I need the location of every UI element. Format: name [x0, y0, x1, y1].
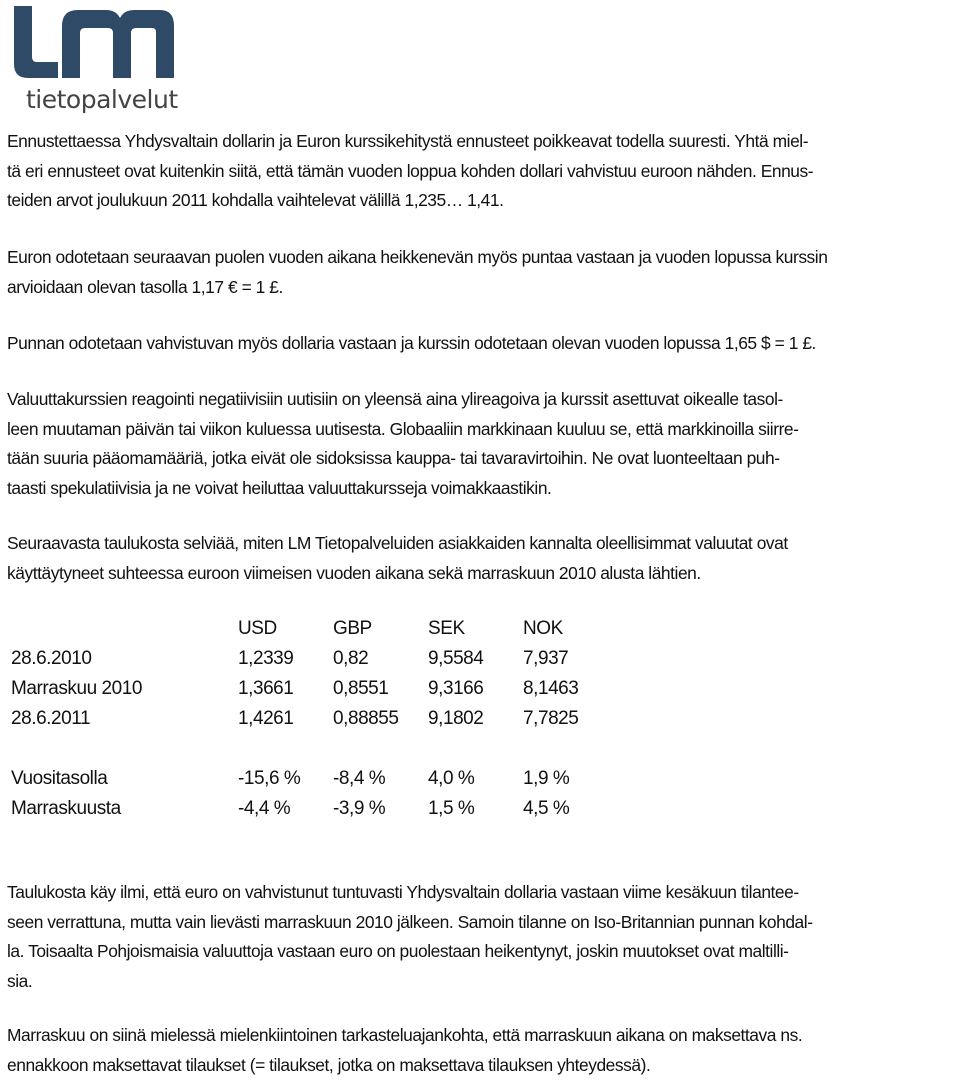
table-cell: 0,8551 — [333, 674, 388, 704]
paragraph-line: ennakkoon maksettavat tilaukset (= tilaukset, jotka on maksettava tilauksen yhteydessä). — [7, 1051, 953, 1080]
table-cell: -4,4 % — [238, 794, 290, 824]
table-cell: -8,4 % — [333, 764, 385, 794]
table-cell: USD — [238, 614, 277, 644]
row-label: 28.6.2010 — [11, 644, 91, 674]
paragraph-3 — [7, 329, 953, 359]
paragraph-line: tään suuria pääomamääriä, jotka eivät ole sidoksissa kauppa- tai tavaravirtoihin. Ne ovat luonteeltaan puh- — [7, 444, 953, 474]
paragraph-line: taasti spekulatiivisia ja ne voivat heiluttaa valuuttakursseja voimakkaastikin. — [7, 474, 953, 504]
table-cell: 0,88855 — [333, 704, 399, 734]
paragraph-line: arvioidaan olevan tasolla 1,17 € = 1 £. — [7, 273, 953, 303]
table-cell: -3,9 % — [333, 794, 385, 824]
paragraph-2 — [7, 243, 953, 302]
paragraph-line: sia. — [7, 967, 953, 997]
paragraph-line: Euron odotetaan seuraavan puolen vuoden aikana heikkenevän myös puntaa vastaan ja vuoden lopussa kurssin — [7, 243, 953, 273]
row-label: 28.6.2011 — [11, 704, 90, 734]
table-cell: 1,4261 — [238, 704, 293, 734]
paragraph-5 — [7, 529, 953, 588]
paragraph-line: Seuraavasta taulukosta selviää, miten LM Tietopalveluiden asiakkaiden kannalta oleellisimmat valuutat ovat — [7, 529, 953, 559]
paragraph-1 — [7, 127, 953, 216]
paragraph-line: Punnan odotetaan vahvistuvan myös dollaria vastaan ja kurssin odotetaan olevan vuoden lopussa 1,65 $ = 1 £. — [7, 329, 953, 359]
table-cell: 9,1802 — [428, 704, 483, 734]
table-cell: GBP — [333, 614, 372, 644]
table-cell: 8,1463 — [523, 674, 578, 704]
row-label: Marraskuusta — [11, 794, 121, 824]
table-cell: 9,5584 — [428, 644, 483, 674]
paragraph-4 — [7, 385, 953, 503]
table-cell: 1,3661 — [238, 674, 293, 704]
table-cell: 0,82 — [333, 644, 368, 674]
paragraph-line: seen verrattuna, mutta vain lievästi marraskuun 2010 jälkeen. Samoin tilanne on Iso-Britannian punnan kohdal- — [7, 908, 953, 938]
table-cell: 9,3166 — [428, 674, 483, 704]
lm-logo-graphic — [10, 4, 180, 114]
table-cell: 7,7825 — [523, 704, 578, 734]
table-cell: NOK — [523, 614, 563, 644]
row-label: Vuositasolla — [11, 764, 107, 794]
table-cell: 1,5 % — [428, 794, 474, 824]
paragraph-line: Valuuttakurssien reagointi negatiivisiin uutisiin on yleensä aina ylireagoiva ja kurssit asettuvat oikealle tasol- — [7, 385, 953, 415]
table-cell: 7,937 — [523, 644, 568, 674]
paragraph-line: Marraskuu on siinä mielessä mielenkiintoinen tarkasteluajankohta, että marraskuun aikana on maksettava ns. — [7, 1021, 953, 1051]
paragraph-line: tä eri ennusteet ovat kuitenkin siitä, että tämän vuoden loppua kohden dollari vahvistuu euroon nähden. Ennus- — [7, 157, 953, 187]
lm-mark — [14, 6, 174, 78]
table-cell: 4,5 % — [523, 794, 569, 824]
table-cell: 4,0 % — [428, 764, 474, 794]
paragraph-line: Ennustettaessa Yhdysvaltain dollarin ja Euron kurssikehitystä ennusteet poikkeavat todella suuresti. Yhtä miel- — [7, 127, 953, 157]
paragraph-line: teiden arvot joulukuun 2011 kohdalla vaihtelevat välillä 1,235… 1,41. — [7, 186, 953, 216]
logo-wordmark: tietopalvelut — [26, 85, 178, 114]
lm-tietopalvelut-logo — [10, 4, 180, 114]
paragraph-line: leen muutaman päivän tai viikon kuluessa uutisesta. Globaaliin markkinaan kuuluu se, että markkinoilla siirre- — [7, 415, 953, 445]
table-cell: -15,6 % — [238, 764, 300, 794]
table-cell: 1,9 % — [523, 764, 569, 794]
paragraph-line: käyttäytyneet suhteessa euroon viimeisen vuoden aikana sekä marraskuun 2010 alusta lähtien. — [7, 559, 953, 589]
paragraph-line: Taulukosta käy ilmi, että euro on vahvistunut tuntuvasti Yhdysvaltain dollaria vastaan viime kesäkuun tilantee- — [7, 878, 953, 908]
table-cell: SEK — [428, 614, 465, 644]
paragraph-line: la. Toisaalta Pohjoismaisia valuuttoja vastaan euro on puolestaan heikentynyt, joskin muutokset ovat maltilli- — [7, 937, 953, 967]
table-cell: 1,2339 — [238, 644, 293, 674]
paragraph-7 — [7, 1021, 953, 1080]
paragraph-6 — [7, 878, 953, 996]
row-label: Marraskuu 2010 — [11, 674, 142, 704]
